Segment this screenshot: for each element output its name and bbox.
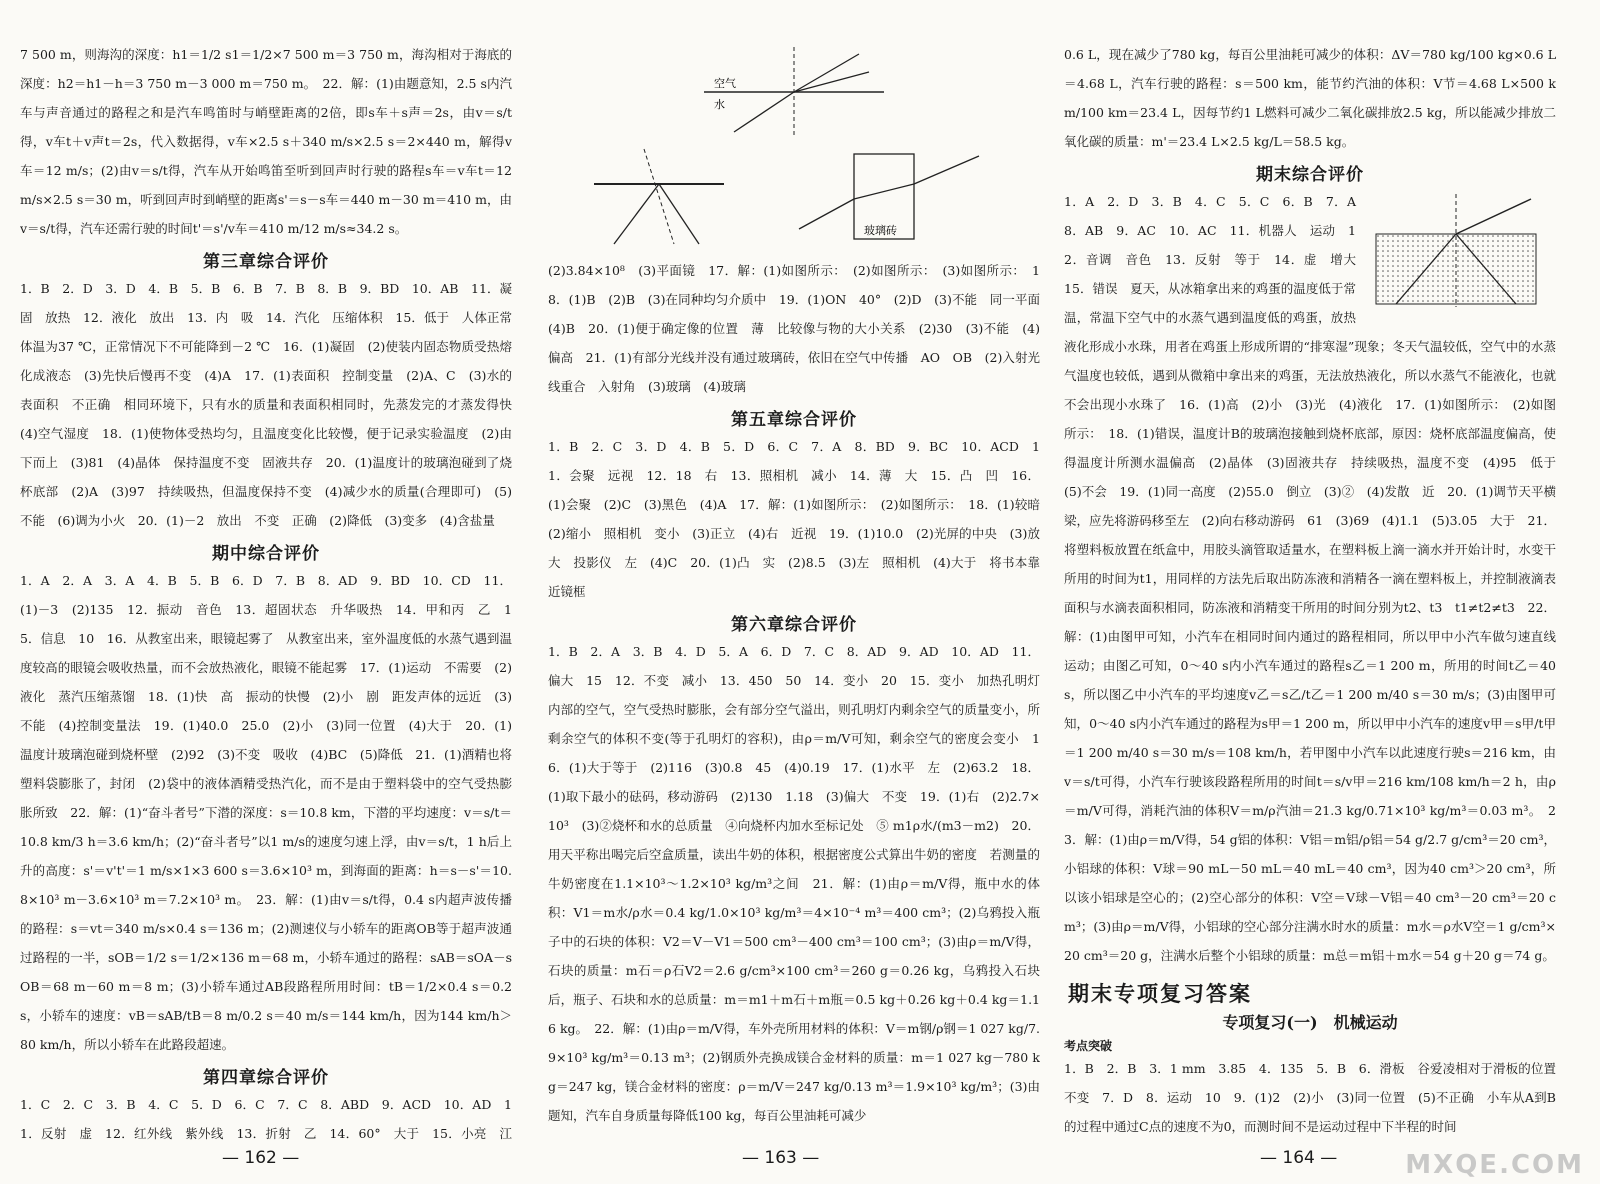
section-heading-chapter-3: 第三章综合评价 — [203, 252, 329, 272]
section-heading-final: 期末综合评价 — [1256, 165, 1364, 185]
air-label: 空气 — [714, 77, 736, 90]
answer-text: 1．B 2．D 3．D 4．B 5．B 6．B 7．B 8．B 9．BD 10．AB 11．凝固 放热 12．液化 放出 13．内 吸 14．汽化 压缩体积 15．低于 人体正常体温为37 ℃，正常情况下不可能降到－2 ℃ 16．(1)凝固 (2)使装内固态物质受热熔化成液态 (3)先快后慢再不变 (4)A 17．(1)表面积 控制变量 (2)A、C (3)水的表面积 不正确 相同环境下，只有水的质量和表面积相同时，先蒸发完的才蒸发得快 (4)空气湿度 18．(1)使物体受热均匀，且温度变化比较慢，便于记录实验温度 (2)由下而上 (3)81 (4)晶体 保持温度不变 固液共存 20．(1)温度计的玻璃泡碰到了烧杯底部 (2)A (3)97 持续吸热，但温度保持不变 (4)减少水的质量(合理即可) (5)不能 (6)调为小火 20．(1)－2 放出 不变 正确 (2)降低 (3)变多 (4)含盐量 — [20, 281, 512, 528]
section-heading-midterm: 期中综合评价 — [212, 544, 320, 564]
page-164-column — [1064, 40, 1556, 1150]
page-163-column — [548, 40, 1040, 1150]
watermark-logo: MXQE.COM — [1405, 1150, 1584, 1180]
answer-text: 7 500 m，则海沟的深度：h1＝1/2 s1＝1/2×7 500 m＝3 750 m，海沟相对于海底的深度：h2＝h1－h＝3 750 m－3 000 m＝750 m。 22．解：(1)由题意知，2.5 s内汽车与声音通过的路程之和是汽车鸣笛时与峭壁距离的2倍，即s车＋s声＝2s，由v＝s/t得，v车t＋v声t＝2s，代入数据得，v车×2.5 s＋340 m/s×2.5 s＝2×440 m，解得v车＝12 m/s；(2)由v＝s/t得，汽车从开始鸣笛至听到回声时行驶的路程s车＝v车t＝12 m/s×2.5 s＝30 m，听到回声时到峭壁的距离s'＝s－s车＝440 m－30 m＝410 m，由v＝s/t得，汽车还需行驶的时间t'＝s'/v车＝410 m/12 m/s≈34.2 s。 — [20, 47, 512, 236]
answer-text: 1．B 2．C 3．D 4．B 5．D 6．C 7．A 8．BD 9．BC 10．ACD 11．会聚 远视 12．18 右 13．照相机 减小 14．薄 大 15．凸 凹 16．(1)会聚 (2)C (3)黑色 (4)A 17．解：(1)如图所示： (2)如图所示： 18．(1)较暗 (2)缩小 照相机 变小 (3)正立 (4)右 近视 19．(1)10.0 (2)光屏的中央 (3)放大 投影仪 左 (4)C 20．(1)凸 实 (2)8.5 (3)左 照相机 (4)大于 将书本靠近镜框 — [548, 439, 1040, 599]
answer-text: 1．A 2．A 3．A 4．B 5．B 6．D 7．B 8．AD 9．BD 10．CD 11．(1)－3 (2)135 12．振动 音色 13．超固状态 升华吸热 14．甲和丙 乙 15．信息 10 16．从教室出来，眼镜起雾了 从教室出来，室外温度低的水蒸气遇到温度较高的眼镜会吸收热量，而不会放热液化，眼镜不能起雾 17．(1)运动 不需要 (2)液化 蒸汽压缩蒸馏 18．(1)快 高 振动的快慢 (2)小 剧 距发声体的远近 (3)不能 (4)控制变量法 19．(1)40.0 25.0 (2)小 (3)同一位置 (4)大于 20．(1)温度计玻璃泡碰到烧杯壁 (2)92 (3)不变 吸收 (4)BC (5)降低 21．(1)酒精也将塑料袋膨胀了，封闭 (2)袋中的液体酒精受热汽化，而不是由于塑料袋中的空气受热膨胀所致 22．解：(1)“奋斗者号”下潜的深度：s＝10.8 km，下潜的平均速度：v＝s/t＝10.8 km/3 h＝3.6 km/h；(2)“奋斗者号”以1 m/s的速度匀速上浮，由v＝s/t，1 h后上升的高度：s'＝v't'＝1 m/s×1×3 600 s＝3.6×10³ m，到海面的距离：h＝s－s'＝10.8×10³ m－3.6×10³ m＝7.2×10³ m。 23．解：(1)由v＝s/t得，0.4 s内超声波传播的路程：s＝vt＝340 m/s×0.4 s＝136 m；(2)测速仪与小轿车的距离OB等于超声波通过路程的一半，sOB＝1/2 s＝1/2×136 m＝68 m，小轿车通过的路程：sAB＝sOA－sOB＝68 m－60 m＝8 m；(3)小轿车通过AB段路程所用时间：tB＝1/2×0.4 s＝0.2 s，小轿车的速度：vB＝sAB/tB＝8 m/0.2 s＝40 m/s＝144 km/h，因为144 km/h＞80 km/h，所以小轿车在此路段超速。 — [20, 573, 512, 1052]
page-number: — 163 — — [742, 1148, 820, 1168]
mirror-and-glass-diagrams — [584, 144, 1004, 254]
section-heading-chapter-5: 第五章综合评价 — [731, 410, 857, 430]
page-number: — 162 — — [222, 1148, 300, 1168]
answer-text: (2)3.84×10⁸ (3)平面镜 17．解：(1)如图所示： (2)如图所示： (3)如图所示： 18．(1)B (2)B (3)在同种均匀介质中 19．(1)ON 40° (2)D (3)不能 同一平面 (4)B 20．(1)便于确定像的位置 薄 比较像与物的大小关系 (2)30 (3)不能 (4)偏高 21．(1)有部分光线并没有通过玻璃砖，依旧在空气中传播 AO OB (2)入射光线重合 入射角 (3)玻璃 (4)玻璃 — [548, 263, 1040, 394]
page-number: — 164 — — [1260, 1148, 1338, 1168]
final-review-heading: 期末专项复习答案 — [1068, 981, 1252, 1006]
section-heading-chapter-6: 第六章综合评价 — [731, 615, 857, 635]
answer-text: 1．C 2．C 3．B 4．C 5．D 6．C 7．C 8．ABD 9．ACD 10．AD 11．反射 虚 12．红外线 紫外线 13．折射 乙 14．60° 大于 15．小亮 江 — [20, 1097, 512, 1141]
glass-label: 玻璃砖 — [864, 224, 897, 237]
refraction-diagram — [644, 42, 944, 142]
light-reflection-diagram — [1356, 189, 1556, 309]
page-162-column — [20, 40, 512, 1150]
water-label: 水 — [714, 98, 725, 111]
answer-text: 1．B 2．B 3．1 mm 3.85 4．135 5．B 6．滑板 谷爱凌相对于滑板的位置不变 7．D 8．运动 10 9．(1)2 (2)小 (3)同一位置 (5)不正确 小车从A到B的过程中通过C点的速度不为0，而测时间不是运动过程中下半程的时间 — [1064, 1061, 1556, 1134]
key-points-label: 考点突破 — [1064, 1039, 1113, 1053]
review-subheading: 专项复习(一) 机械运动 — [1222, 1013, 1398, 1032]
answer-text: 0.6 L，现在减少了780 kg，每百公里油耗可减少的体积：ΔV＝780 kg/100 kg×0.6 L＝4.68 L，汽车行驶的路程：s＝500 km，能节约汽油的体积：V节＝4.68 L×500 km/100 km＝23.4 L，因每节约1 L燃料可减少二氧化碳排放2.5 kg，所以能减少排放二氧化碳的质量：m'＝23.4 L×2.5 kg/L＝58.5 kg。 — [1064, 47, 1556, 149]
answer-text: 1．B 2．A 3．B 4．D 5．A 6．D 7．C 8．AD 9．AD 10．AD 11．偏大 15 12．不变 减小 13．450 50 14．变小 20 15．变小 加热孔明灯内部的空气，空气受热时膨胀，会有部分空气溢出，则孔明灯内剩余空气的质量变小，所剩余空气的体积不变(等于孔明灯的容积)，由ρ＝m/V可知，剩余空气的密度会变小 16．(1)大于等于 (2)116 (3)0.8 45 (4)0.19 17．(1)水平 左 (2)63.2 18．(1)取下最小的砝码，移动游码 (2)130 1.18 (3)偏大 不变 19．(1)右 (2)2.7×10³ (3)②烧杯和水的总质量 ④向烧杯内加水至标记处 ⑤ m1ρ水/(m3－m2) 20．用天平称出喝完后空盒质量，读出牛奶的体积，根据密度公式算出牛奶的密度 若测量的牛奶密度在1.1×10³～1.2×10³ kg/m³之间 21．解：(1)由ρ＝m/V得，瓶中水的体积：V1＝m水/ρ水＝0.4 kg/1.0×10³ kg/m³＝4×10⁻⁴ m³＝400 cm³；(2)乌鸦投入瓶子中的石块的体积：V2＝V－V1＝500 cm³－400 cm³＝100 cm³；(3)由ρ＝m/V得，石块的质量：m石＝ρ石V2＝2.6 g/cm³×100 cm³＝260 g＝0.26 kg，乌鸦投入石块后，瓶子、石块和水的总质量：m＝m1＋m石＋m瓶＝0.5 kg＋0.26 kg＋0.4 kg＝1.16 kg。 22．解：(1)由ρ＝m/V得，车外壳所用材料的体积：V＝m钢/ρ钢＝1 027 kg/7.9×10³ kg/m³＝0.13 m³；(2)钢质外壳换成镁合金材料的质量：m＝1 027 kg－780 kg＝247 kg，镁合金材料的密度：ρ＝m/V＝247 kg/0.13 m³＝1.9×10³ kg/m³；(3)由题知，汽车自身质量每降低100 kg，每百公里油耗可减少 — [548, 644, 1040, 1123]
answer-text: 1．A 2．D 3．B 4．C 5．C 6．B 7．A 8．AB 9．AC 10．AC 11．机器人 运动 12．音调 音色 13．反射 等于 14．虚 增大 15．错误 夏天，从冰箱拿出来的鸡蛋的温度低于常温，常温下空气中的水蒸气遇到温度低的鸡蛋，放热液化形成小水珠，用者在鸡蛋上形成所谓的“排寒湿”现象；冬天气温较低，空气中的水蒸气温度也较低，遇到从微箱中拿出来的鸡蛋，无法放热液化，所以水蒸气不能液化，也就不会出现小水珠了 16．(1)高 (2)小 (3)光 (4)液化 17．(1)如图所示： (2)如图所示： 18．(1)错误，温度计B的玻璃泡接触到烧杯底部，原因：烧杯底部温度偏高，使得温度计所测水温偏高 (2)晶体 (3)固液共存 持续吸热，温度不变 (4)95 低于 (5)不会 19．(1)同一高度 (2)55.0 倒立 (3)② (4)发散 近 20．(1)调节天平横梁，应先将游码移至左 (2)向右移动游码 61 (3)69 (4)1.1 (5)3.05 大于 21．将塑料板放置在纸盒中，用胶头滴管取适量水，在塑料板上滴一滴水并开始计时，水变干所用的时间为t1，用同样的方法先后取出防冻液和消精各一滴在塑料板上，并控制液滴表面积与水滴表面积相同，防冻液和消精变干所用的时间分别为t2、t3 t1≠t2≠t3 22．解：(1)由图甲可知，小汽车在相同时间内通过的路程相同，所以甲中小汽车做匀速直线运动；由图乙可知，0～40 s内小汽车通过的路程s乙＝1 200 m，所用的时间t乙＝40 s，所以图乙中小汽车的平均速度v乙＝s乙/t乙＝1 200 m/40 s＝30 m/s；(3)由图甲可知，0～40 s内小汽车通过的路程为s甲＝1 200 m，所以甲中小汽车的速度v甲＝s甲/t甲＝1 200 m/40 s＝30 m/s＝108 km/h，若甲图中小汽车以此速度行驶s＝216 km，由v＝s/t可得，小汽车行驶该段路程所用的时间t＝s/v甲＝216 km/108 km/h＝2 h，由ρ＝m/V可得，消耗汽油的体积V＝m/ρ汽油＝21.3 kg/0.71×10³ kg/m³＝0.03 m³。 23．解：(1)由ρ＝m/V得，54 g铝的体积：V铝＝m铝/ρ铝＝54 g/2.7 g/cm³＝20 cm³，小铝球的体积：V球＝90 mL－50 mL＝40 mL＝40 cm³，因为40 cm³＞20 cm³，所以该小铝球是空心的；(2)空心部分的体积：V空＝V球－V铝＝40 cm³－20 cm³＝20 cm³；(3)由ρ＝m/V得，小铝球的空心部分注满水时水的质量：m水＝ρ水V空＝1 g/cm³×20 cm³＝20 g，注满水后整个小铝球的质量：m总＝m铝＋m水＝54 g＋20 g＝74 g。 — [1064, 194, 1556, 963]
section-heading-chapter-4: 第四章综合评价 — [203, 1068, 329, 1088]
